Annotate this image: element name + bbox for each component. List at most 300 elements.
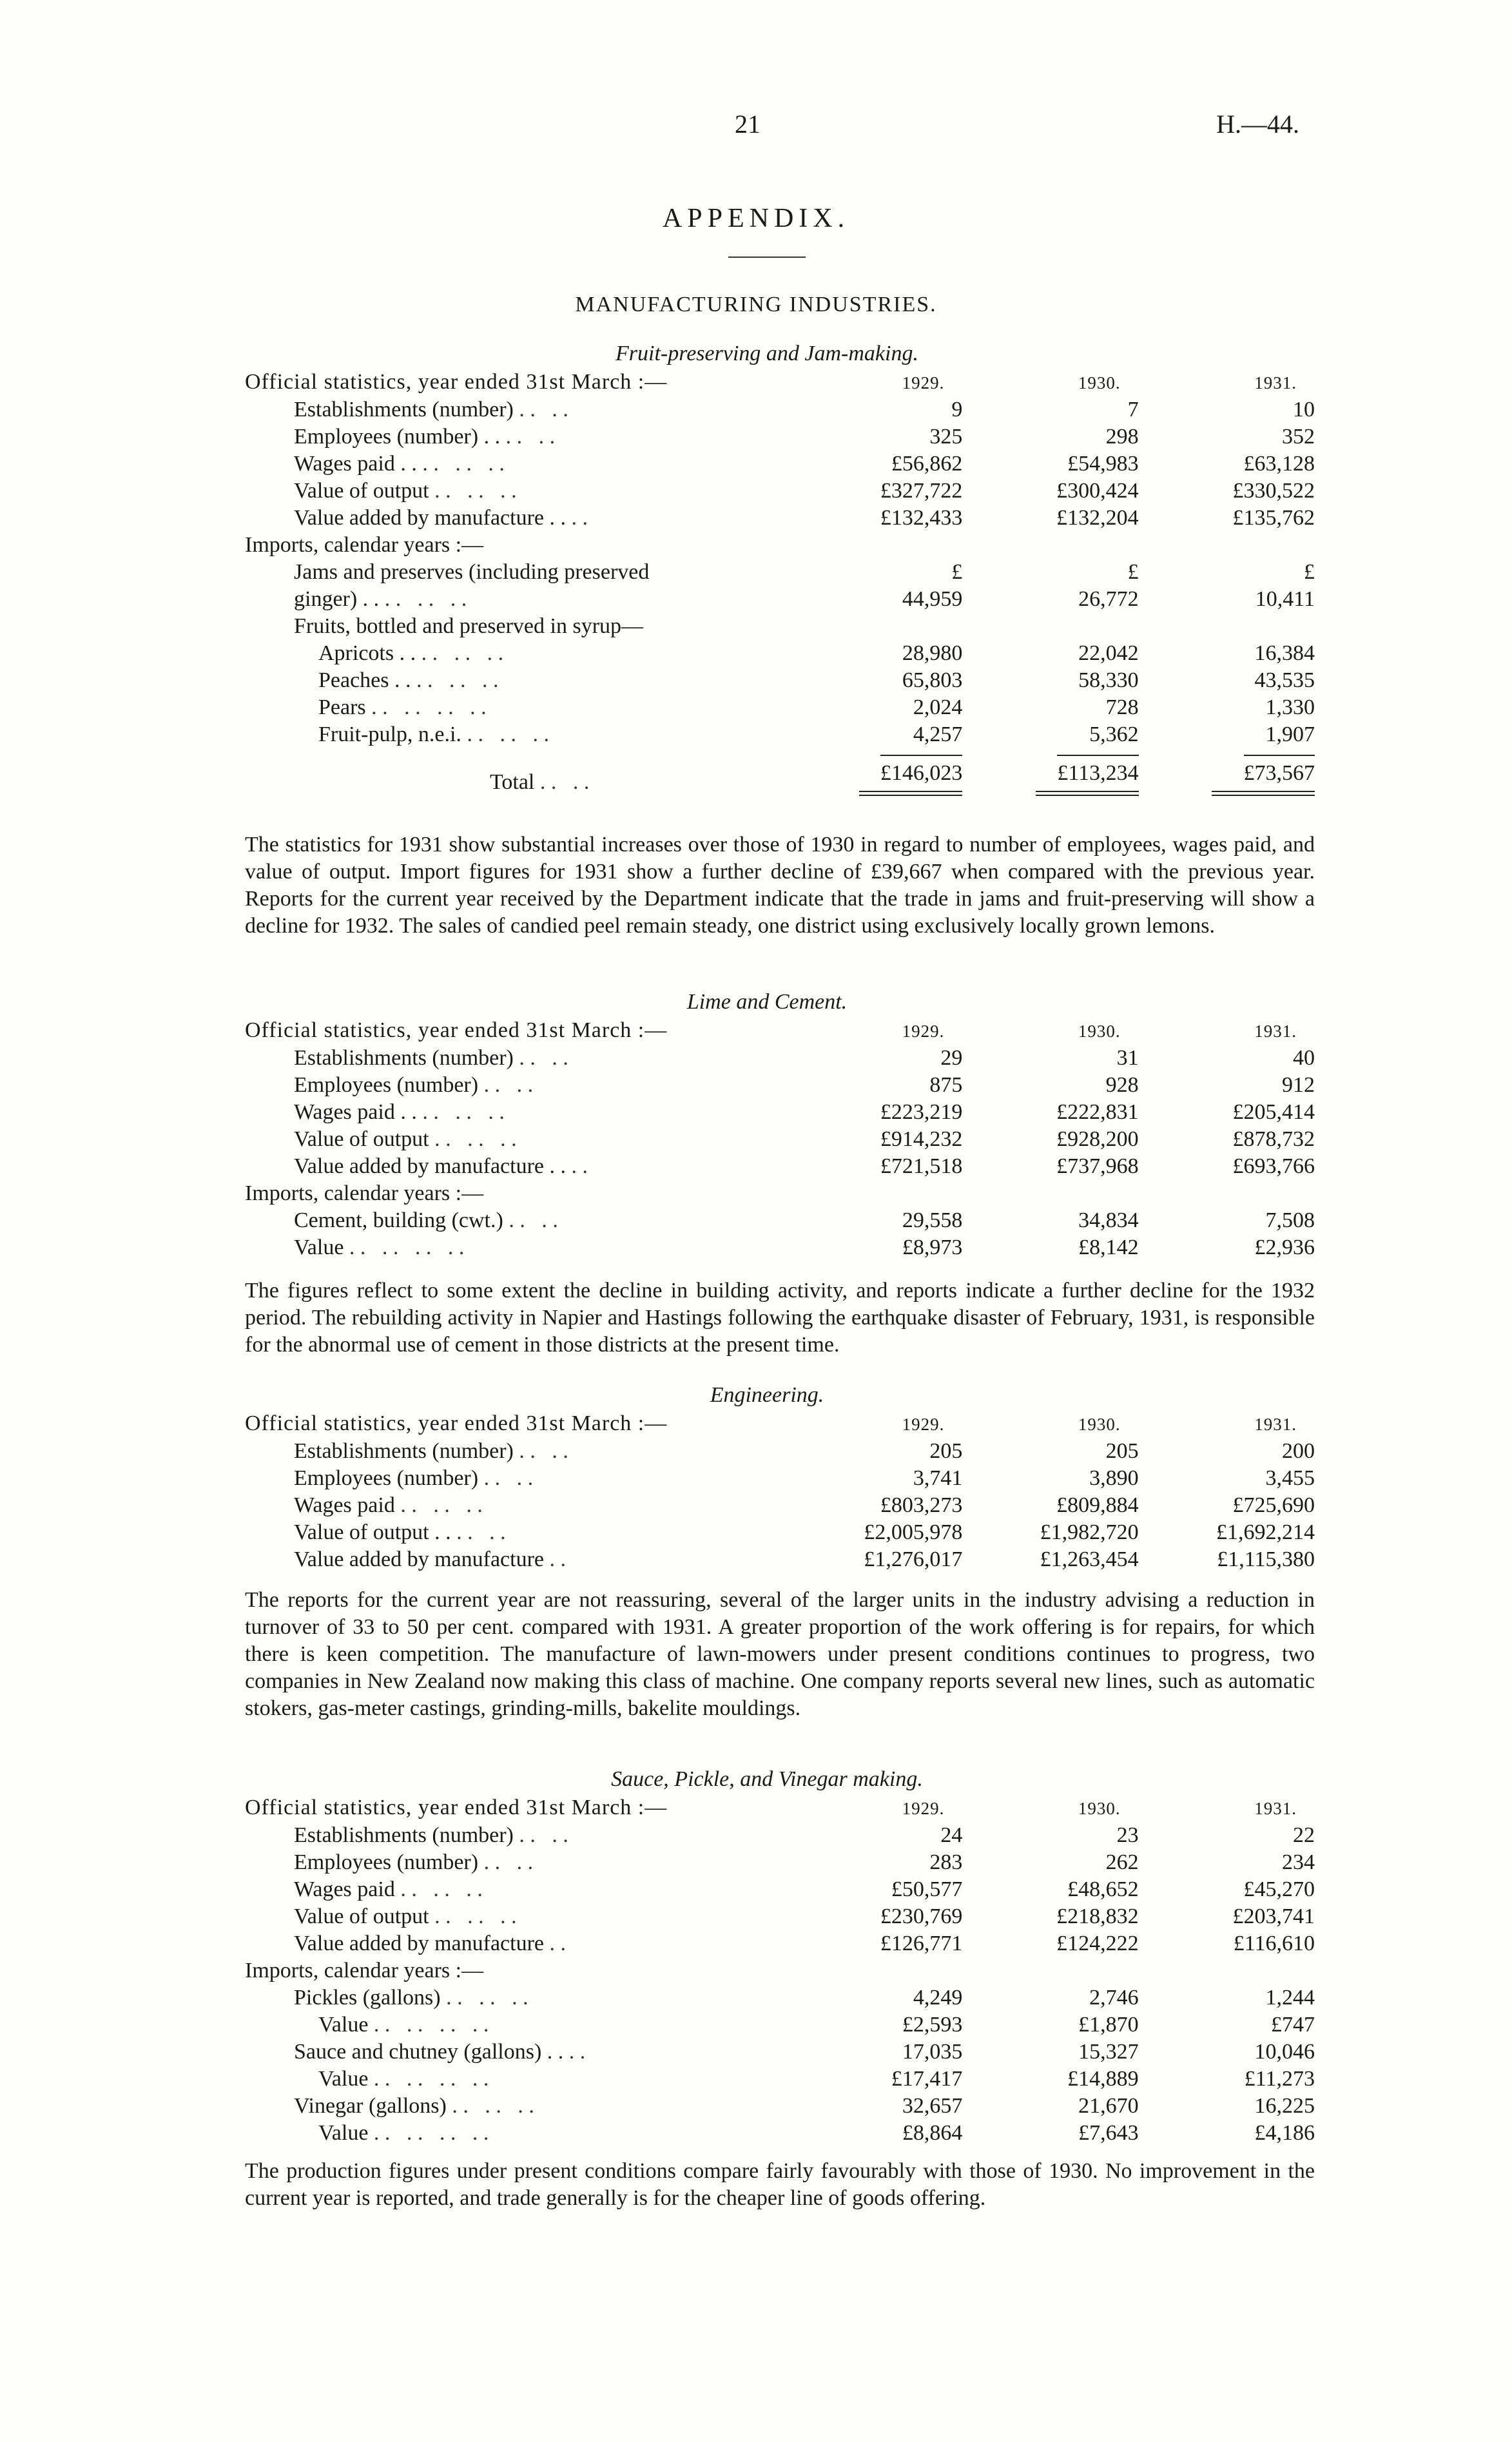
row-value: 44,959 (902, 587, 963, 611)
row-label (245, 640, 786, 667)
section-title: Engineering. (710, 1383, 824, 1407)
row-value: £124,222 (1056, 1932, 1139, 1955)
row-label (245, 423, 786, 451)
table-row (245, 2093, 1315, 2120)
leader-dots: . . (571, 506, 588, 530)
table-row (245, 1234, 1315, 1261)
row-value: 1931. (1254, 1022, 1297, 1041)
row-label (245, 1546, 786, 1573)
leader-dots: . . . . (509, 1208, 558, 1232)
row-label (245, 1180, 786, 1207)
leader-dots: . . . . (519, 398, 568, 422)
row-value: 34,834 (1078, 1208, 1139, 1232)
row-value: 3,455 (1265, 1466, 1315, 1490)
row-value: £ (1127, 560, 1139, 584)
row-label (245, 2066, 786, 2093)
row-value: 298 (1105, 425, 1139, 449)
table-row (245, 640, 1315, 667)
row-label (245, 1984, 786, 2011)
row-label (245, 1438, 786, 1465)
leader-dots: . . . . (483, 1073, 534, 1097)
row-label (245, 396, 786, 423)
row-label-text: Wages paid . . (294, 1100, 417, 1124)
table-row (245, 1903, 1315, 1930)
row-value: £1,982,720 (1040, 1520, 1139, 1544)
table-row (245, 1849, 1315, 1876)
row-value: £4,186 (1254, 2121, 1315, 2145)
row-label (245, 478, 786, 505)
table-row (245, 532, 1315, 559)
statistics-table (245, 1410, 1315, 1573)
leader-dots: . . . . . . . . (373, 2013, 489, 2037)
leader-dots: . . . . . . (452, 2094, 534, 2118)
row-value (1139, 613, 1315, 640)
row-value: £1,276,017 (864, 1547, 963, 1571)
row-value: 1931. (1254, 373, 1297, 392)
section-sauce-pickle-vinegar (245, 1766, 1315, 2147)
total-value (1139, 748, 1315, 796)
row-value: 28,980 (902, 641, 963, 665)
row-label-text: Establishments (number) (294, 1823, 514, 1847)
row-label (245, 1207, 786, 1234)
row-value: £327,722 (880, 479, 963, 503)
row-label (245, 1903, 786, 1930)
section-engineering (245, 1382, 1315, 1573)
row-label-text: Apricots . . (318, 641, 416, 665)
leader-dots: . . . . (519, 1046, 568, 1070)
paragraph-text: The reports for the current year are not reassuring, several of the larger units in the industry advising a reduction in turnover of 33 to 50 per cent. compared with 1931. A greater proportion of the work offering is for repairs, for which there is keen competition. The manufacture of lawn-mowers under present conditions continues to progress, two companies in New Zealand now making this class of machine. One company reports several new lines, such as automatic stokers, gas-meter castings, grinding-mills, bakelite mouldings. (245, 1588, 1315, 1720)
table-row (245, 1126, 1315, 1153)
section-fruit-preserving (245, 340, 1315, 796)
row-value: 1,907 (1265, 722, 1315, 746)
section-title: Lime and Cement. (686, 990, 848, 1014)
row-value (962, 1180, 1138, 1207)
table-row (245, 613, 1315, 640)
row-value (786, 532, 962, 559)
appendix-title: APPENDIX. (662, 204, 850, 233)
row-label (245, 586, 786, 613)
row-label (245, 2011, 786, 2039)
table-row (245, 1492, 1315, 1519)
row-value: 29 (940, 1046, 963, 1070)
row-label (245, 1794, 786, 1822)
row-value: £222,831 (1056, 1100, 1139, 1124)
row-value: £8,142 (1078, 1236, 1139, 1259)
document-reference: H.—44. (1216, 110, 1299, 139)
row-value: 4,249 (913, 1986, 963, 2010)
row-label-text: Official statistics, year ended 31st March :— (245, 1018, 668, 1042)
leader-dots: . . . . . . (416, 668, 499, 692)
row-value: 1,330 (1265, 695, 1315, 719)
table-row (245, 1546, 1315, 1573)
row-label (245, 1492, 786, 1519)
row-label (245, 1876, 786, 1903)
row-label-text: Fruit-pulp, n.e.i. (318, 722, 461, 746)
leader-dots: . . (549, 1547, 566, 1571)
table-row (245, 2011, 1315, 2039)
section-lime-cement (245, 989, 1315, 1261)
row-label (245, 1519, 786, 1546)
row-label-text: Value of output (294, 479, 429, 503)
total-value-text: £73,567 (1244, 755, 1315, 787)
row-value: £135,762 (1232, 506, 1315, 530)
total-value-text: £146,023 (880, 755, 963, 787)
row-value: 325 (929, 425, 963, 449)
row-label-text: Establishments (number) (294, 1439, 514, 1463)
row-value: £56,862 (891, 452, 963, 476)
row-label-text: Imports, calendar years :— (245, 1181, 484, 1205)
leader-dots: . . . . . . (400, 1877, 483, 1901)
leader-dots: . . . . . . (434, 1904, 517, 1928)
table-row (245, 478, 1315, 505)
table-row (245, 1876, 1315, 1903)
row-value: £126,771 (880, 1932, 963, 1955)
table-row (245, 451, 1315, 478)
row-label-text: Official statistics, year ended 31st March :— (245, 370, 668, 394)
row-value: £878,732 (1232, 1127, 1315, 1151)
row-value (1139, 1957, 1315, 1984)
row-value: 65,803 (902, 668, 963, 692)
table-row (245, 1984, 1315, 2011)
row-value: £2,005,978 (864, 1520, 963, 1544)
row-value: £132,433 (880, 506, 963, 530)
table-row (245, 1957, 1315, 1984)
leader-dots: . . . . . . (422, 1100, 505, 1124)
row-value: £63,128 (1243, 452, 1315, 476)
row-label (245, 667, 786, 694)
table-row (245, 586, 1315, 613)
row-value: £8,864 (902, 2121, 963, 2145)
leader-dots: . . . . . . . . (373, 2067, 489, 2091)
row-value: 21,670 (1078, 2094, 1139, 2118)
row-value: £330,522 (1232, 479, 1315, 503)
total-label (245, 748, 786, 796)
table-row (245, 1519, 1315, 1546)
row-label (245, 1849, 786, 1876)
row-value: £693,766 (1232, 1154, 1315, 1178)
row-value: 200 (1282, 1439, 1315, 1463)
row-label-text: Fruits, bottled and preserved in syrup— (294, 614, 644, 638)
row-value: £ (951, 560, 963, 584)
row-label-text: Value (318, 2013, 369, 2037)
row-label (245, 1072, 786, 1099)
table-row (245, 1153, 1315, 1180)
row-label (245, 613, 786, 640)
row-label (245, 532, 786, 559)
row-label (245, 1930, 786, 1957)
row-label-text: Employees (number) . . (294, 425, 501, 449)
row-label-text: Value added by manufacture (294, 1547, 544, 1571)
row-value (1139, 1180, 1315, 1207)
row-value: £737,968 (1056, 1154, 1139, 1178)
row-value: £803,273 (880, 1493, 963, 1517)
row-label-text: Pears (318, 695, 366, 719)
row-value (962, 532, 1138, 559)
row-value: 31 (1116, 1046, 1139, 1070)
row-value: £ (1304, 560, 1315, 584)
title-rule (728, 257, 806, 258)
row-value: £2,593 (902, 2013, 963, 2037)
double-rule (1212, 791, 1315, 796)
row-value: 2,024 (913, 695, 963, 719)
row-value: 1930. (1078, 373, 1121, 392)
leader-dots: . . . . . . (467, 722, 549, 746)
row-value: 1929. (902, 373, 945, 392)
row-value: 1930. (1078, 1415, 1121, 1434)
table-row (245, 423, 1315, 451)
row-label (245, 694, 786, 721)
row-value: 928 (1105, 1073, 1139, 1097)
table-row (245, 1465, 1315, 1492)
row-label-text: Imports, calendar years :— (245, 533, 484, 557)
table-row (245, 1180, 1315, 1207)
row-value: £14,889 (1067, 2067, 1139, 2091)
row-label-text: Official statistics, year ended 31st March :— (245, 1796, 668, 1819)
row-value: 22 (1293, 1823, 1315, 1847)
section-paragraph-lime-cement (245, 1277, 1315, 1359)
row-label (245, 1126, 786, 1153)
page-number: 21 (735, 110, 761, 139)
row-value: 912 (1282, 1073, 1315, 1097)
leader-dots: . . . . (519, 1823, 568, 1847)
table-row (245, 667, 1315, 694)
leader-dots: . . . . (505, 425, 556, 449)
table-row (245, 721, 1315, 748)
table-row (245, 1017, 1315, 1045)
row-value: £7,643 (1078, 2121, 1139, 2145)
row-label (245, 1045, 786, 1072)
row-value: 10,411 (1255, 587, 1315, 611)
statistics-table (245, 369, 1315, 796)
leader-dots: . . . . . . (421, 641, 504, 665)
row-label-text: Wages paid (294, 1877, 395, 1901)
row-label-text: Value (318, 2121, 369, 2145)
table-row (245, 505, 1315, 532)
row-value: 7,508 (1265, 1208, 1315, 1232)
row-label (245, 1153, 786, 1180)
row-value: £1,115,380 (1217, 1547, 1315, 1571)
row-label-text: Value added by manufacture (294, 1932, 544, 1955)
total-value-text: £113,234 (1057, 755, 1138, 787)
leader-dots: . . (568, 2040, 586, 2064)
row-value: £725,690 (1232, 1493, 1315, 1517)
row-value: 2,746 (1089, 1986, 1139, 2010)
row-label-text: Value of output (294, 1127, 429, 1151)
row-value: 1931. (1254, 1415, 1297, 1434)
row-value: 1930. (1078, 1022, 1121, 1041)
row-label-text: Peaches . . (318, 668, 411, 692)
table-row (245, 2120, 1315, 2147)
row-value: £928,200 (1056, 1127, 1139, 1151)
row-label-text: Official statistics, year ended 31st March :— (245, 1411, 668, 1435)
paragraph-text: The production figures under present conditions compare fairly favourably with those of 1930. No improvement in the current year is reported, and trade generally is for the cheaper line of goods offering. (245, 2159, 1315, 2210)
leader-dots: . . . . . . (446, 1986, 528, 2010)
section-title: Sauce, Pickle, and Vinegar making. (611, 1767, 923, 1791)
row-value (786, 1957, 962, 1984)
leader-dots: . . . . (456, 1520, 506, 1544)
row-value: £223,219 (880, 1100, 963, 1124)
row-label (245, 721, 786, 748)
row-value: 205 (1105, 1439, 1139, 1463)
row-label (245, 1017, 786, 1045)
statistics-table (245, 1017, 1315, 1261)
leader-dots: . . . . . . (400, 1493, 483, 1517)
paragraph-text: The figures reflect to some extent the decline in building activity, and reports indicate a further decline for the 1932 period. The rebuilding activity in Napier and Hastings following the earthquake disaster of February, 1931, is responsible for the abnormal use of cement in those districts at the present time. (245, 1279, 1315, 1357)
statistics-table (245, 1794, 1315, 2147)
leader-dots: . . . . . . (384, 587, 467, 611)
row-value: 22,042 (1078, 641, 1139, 665)
row-label (245, 1822, 786, 1849)
table-row (245, 694, 1315, 721)
row-value: 7 (1127, 398, 1139, 422)
row-value: £1,870 (1078, 2013, 1139, 2037)
row-label-text: Establishments (number) (294, 1046, 514, 1070)
row-value: 1931. (1254, 1799, 1297, 1818)
row-label (245, 1410, 786, 1438)
table-row (245, 1438, 1315, 1465)
row-label-text: Employees (number) (294, 1466, 479, 1490)
row-label-text: Value (318, 2067, 369, 2091)
row-value: £132,204 (1056, 506, 1139, 530)
row-value: £1,263,454 (1040, 1547, 1139, 1571)
leader-dots: . . . . . . . . (371, 695, 487, 719)
row-value: £747 (1271, 2013, 1315, 2037)
row-value (1139, 532, 1315, 559)
row-value: £54,983 (1067, 452, 1139, 476)
row-value: £17,417 (891, 2067, 963, 2091)
row-label-text: Value added by manufacture . . (294, 1154, 566, 1178)
row-value (786, 613, 962, 640)
total-value (786, 748, 962, 796)
row-label-text: Pickles (gallons) (294, 1986, 441, 2010)
row-value: 23 (1116, 1823, 1139, 1847)
row-label (245, 451, 786, 478)
row-value (786, 1180, 962, 1207)
row-value: £50,577 (891, 1877, 963, 1901)
table-row (245, 1045, 1315, 1072)
row-value: 352 (1282, 425, 1315, 449)
row-label-text: Value (294, 1236, 344, 1259)
row-value: 4,257 (913, 722, 963, 746)
row-label (245, 369, 786, 396)
row-value: £203,741 (1232, 1904, 1315, 1928)
leader-dots: . . . . (539, 770, 590, 794)
leader-dots: . . . . . . . . (349, 1236, 465, 1259)
row-label-text: Imports, calendar years :— (245, 1959, 484, 1982)
row-value: 1,244 (1265, 1986, 1315, 2010)
row-value: £8,973 (902, 1236, 963, 1259)
row-label (245, 505, 786, 532)
row-value: 24 (940, 1823, 963, 1847)
row-value: 40 (1293, 1046, 1315, 1070)
row-value: £45,270 (1243, 1877, 1315, 1901)
row-value: 1929. (902, 1415, 945, 1434)
row-value: £116,610 (1233, 1932, 1315, 1955)
table-row (245, 2039, 1315, 2066)
row-value (962, 1957, 1138, 1984)
row-label-text: ginger) . . (294, 587, 380, 611)
row-value: £218,832 (1056, 1904, 1139, 1928)
row-value: 205 (929, 1439, 963, 1463)
table-row (245, 369, 1315, 396)
row-label-text: Jams and preserves (including preserved (294, 560, 650, 584)
row-value: 1929. (902, 1799, 945, 1818)
row-label (245, 1957, 786, 1984)
row-label (245, 1234, 786, 1261)
row-label-text: Vinegar (gallons) (294, 2094, 447, 2118)
row-label (245, 2039, 786, 2066)
row-label (245, 559, 786, 586)
leader-dots: . . (549, 1932, 566, 1955)
row-value: 234 (1282, 1850, 1315, 1874)
leader-dots: . . . . (519, 1439, 568, 1463)
row-label (245, 1465, 786, 1492)
row-value: £721,518 (880, 1154, 963, 1178)
row-label-text: Employees (number) (294, 1850, 479, 1874)
row-value: 15,327 (1078, 2040, 1139, 2064)
row-label (245, 1099, 786, 1126)
leader-dots: . . . . (483, 1850, 534, 1874)
row-label-text: Value of output . . (294, 1520, 451, 1544)
row-value: 262 (1105, 1850, 1139, 1874)
leader-dots: . . . . . . (434, 1127, 517, 1151)
double-rule (859, 791, 962, 796)
double-rule (1036, 791, 1139, 796)
row-label-text: Cement, building (cwt.) (294, 1208, 503, 1232)
row-value: £300,424 (1056, 479, 1139, 503)
row-value: 728 (1105, 695, 1139, 719)
row-value: £230,769 (880, 1904, 963, 1928)
row-value: 283 (929, 1850, 963, 1874)
leader-dots: . . . . . . (422, 452, 505, 476)
leader-dots: . . (571, 1154, 588, 1178)
table-row (245, 1822, 1315, 1849)
total-value (962, 748, 1138, 796)
section-title: Fruit-preserving and Jam-making. (615, 342, 918, 365)
row-label-text: Sauce and chutney (gallons) . . (294, 2040, 564, 2064)
row-label-text: Value of output (294, 1904, 429, 1928)
row-value: 26,772 (1078, 587, 1139, 611)
main-title: MANUFACTURING INDUSTRIES. (575, 293, 937, 316)
table-row (245, 559, 1315, 586)
row-label-text: Wages paid (294, 1493, 395, 1517)
row-value: £48,652 (1067, 1877, 1139, 1901)
table-row (245, 1099, 1315, 1126)
row-value: £1,692,214 (1216, 1520, 1315, 1544)
row-value: 875 (929, 1073, 963, 1097)
row-value: £205,414 (1232, 1100, 1315, 1124)
leader-dots: . . . . . . (434, 479, 517, 503)
row-value: 3,741 (913, 1466, 963, 1490)
row-value: £2,936 (1254, 1236, 1315, 1259)
row-value: 3,890 (1089, 1466, 1139, 1490)
row-value: 58,330 (1078, 668, 1139, 692)
row-label (245, 2093, 786, 2120)
section-paragraph-fruit-preserving (245, 831, 1315, 940)
row-value: £11,273 (1244, 2067, 1315, 2091)
row-value (962, 613, 1138, 640)
row-value: £809,884 (1056, 1493, 1139, 1517)
table-row (245, 1410, 1315, 1438)
paragraph-text: The statistics for 1931 show substantial increases over those of 1930 in regard to number of employees, wages paid, and value of output. Import figures for 1931 show a further decline of £39,667 when compared with the previous year. Reports for the current year received by the Department indicate that the trade in jams and fruit-preserving will show a decline for 1932. The sales of candied peel remain steady, one district using exclusively locally grown lemons. (245, 833, 1315, 938)
row-value: 10 (1293, 398, 1315, 422)
row-label (245, 2120, 786, 2147)
leader-dots: . . . . (483, 1466, 534, 1490)
table-row (245, 396, 1315, 423)
total-label-text: Total (490, 770, 535, 794)
section-paragraph-sauce-pickle-vinegar (245, 2158, 1315, 2212)
leader-dots: . . . . . . . . (373, 2121, 489, 2145)
